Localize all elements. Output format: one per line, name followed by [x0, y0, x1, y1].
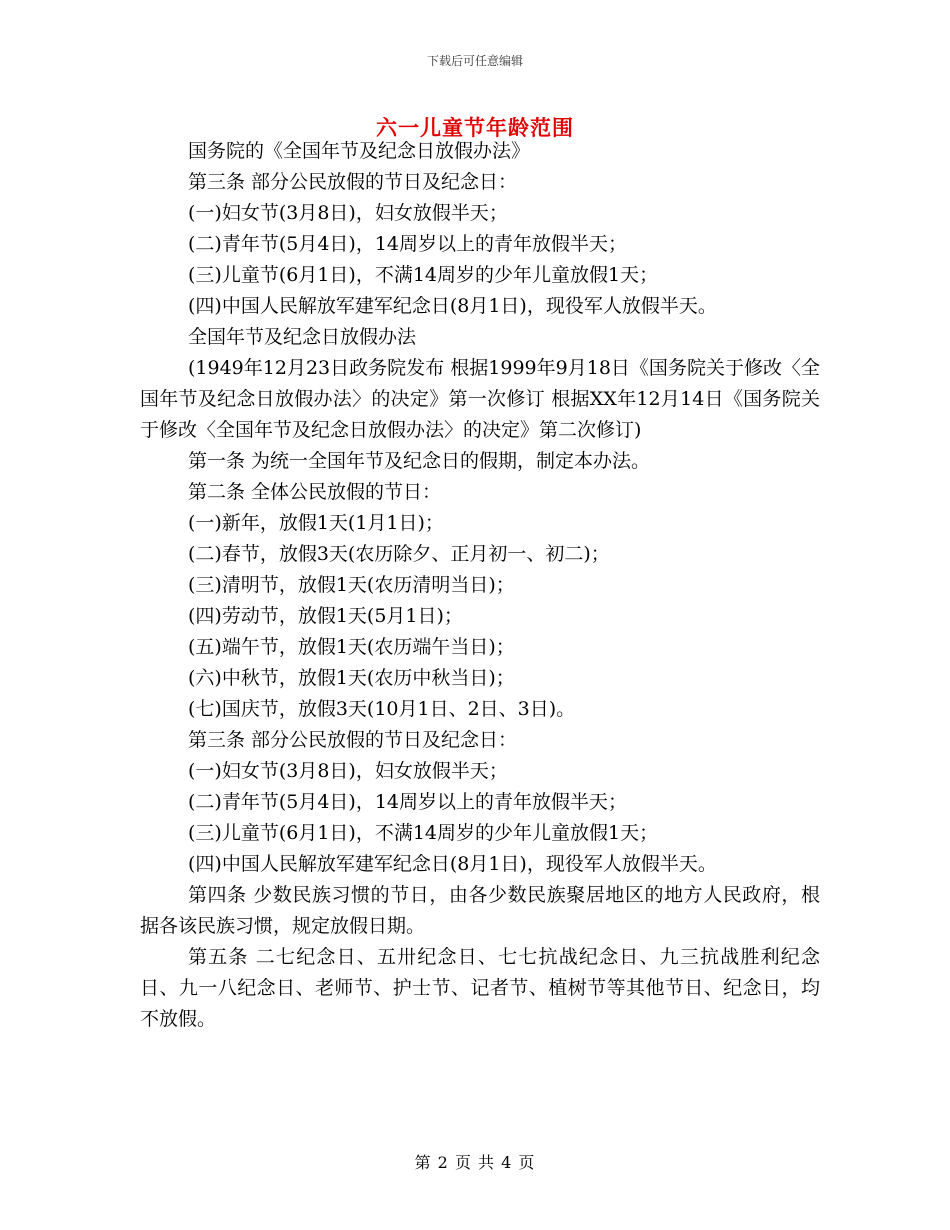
page-number-footer: 第 2 页 共 4 页 — [414, 1153, 536, 1172]
text-line: 第三条 部分公民放假的节日及纪念日： — [188, 729, 518, 751]
document-body — [140, 136, 820, 1035]
header-note: 下载后可任意编辑 — [426, 54, 523, 68]
text-line: 国务院的《全国年节及纪念日放假办法》 — [188, 140, 531, 162]
article-5-paragraph: 第五条 二七纪念日、五卅纪念日、七七抗战纪念日、九三抗战胜利纪念日、九一八纪念日、老师节、护士节、记者节、植树节等其他节日、纪念日，均不放假。 — [140, 946, 820, 1030]
text-line: (三)儿童节(6月1日)，不满14周岁的少年儿童放假1天； — [188, 822, 659, 844]
text-line: (四)中国人民解放军建军纪念日(8月1日)，现役军人放假半天。 — [188, 853, 717, 875]
text-line: (三)清明节，放假1天(农历清明当日)； — [188, 574, 515, 596]
text-line: 第三条 部分公民放假的节日及纪念日： — [188, 171, 518, 193]
text-line: (六)中秋节，放假1天(农历中秋当日)； — [188, 667, 515, 689]
text-line: 第一条 为统一全国年节及纪念日的假期，制定本办法。 — [188, 450, 651, 472]
text-line: (二)春节，放假3天(农历除夕、正月初一、初二)； — [188, 543, 610, 565]
article-4-paragraph: 第四条 少数民族习惯的节日，由各少数民族聚居地区的地方人民政府，根据各该民族习惯，规定放假日期。 — [140, 884, 820, 937]
text-line: (二)青年节(5月4日)，14周岁以上的青年放假半天； — [188, 791, 628, 813]
text-line: (二)青年节(5月4日)，14周岁以上的青年放假半天； — [188, 233, 628, 255]
text-line: (一)妇女节(3月8日)，妇女放假半天； — [188, 760, 508, 782]
text-line: 全国年节及纪念日放假办法 — [188, 326, 417, 348]
text-line: (七)国庆节，放假3天(10月1日、2日、3日)。 — [188, 698, 576, 720]
text-line: (五)端午节，放假1天(农历端午当日)； — [188, 636, 515, 658]
text-line: (四)中国人民解放军建军纪念日(8月1日)，现役军人放假半天。 — [188, 295, 717, 317]
page-title: 六一儿童节年龄范围 — [376, 116, 574, 140]
text-line: (一)新年，放假1天(1月1日)； — [188, 512, 444, 534]
text-line: (四)劳动节，放假1天(5月1日)； — [188, 605, 463, 627]
text-line: (三)儿童节(6月1日)，不满14周岁的少年儿童放假1天； — [188, 264, 659, 286]
text-line: 第二条 全体公民放假的节日： — [188, 481, 442, 503]
revision-paragraph: (1949年12月23日政务院发布 根据1999年9月18日《国务院关于修改〈全国年节及纪念日放假办法〉的决定》第一次修订 根据XX年12月14日《国务院关于修改〈全国年节及纪念日放假办法〉的决定》第二次修订) — [140, 357, 820, 441]
text-line: (一)妇女节(3月8日)，妇女放假半天； — [188, 202, 508, 224]
